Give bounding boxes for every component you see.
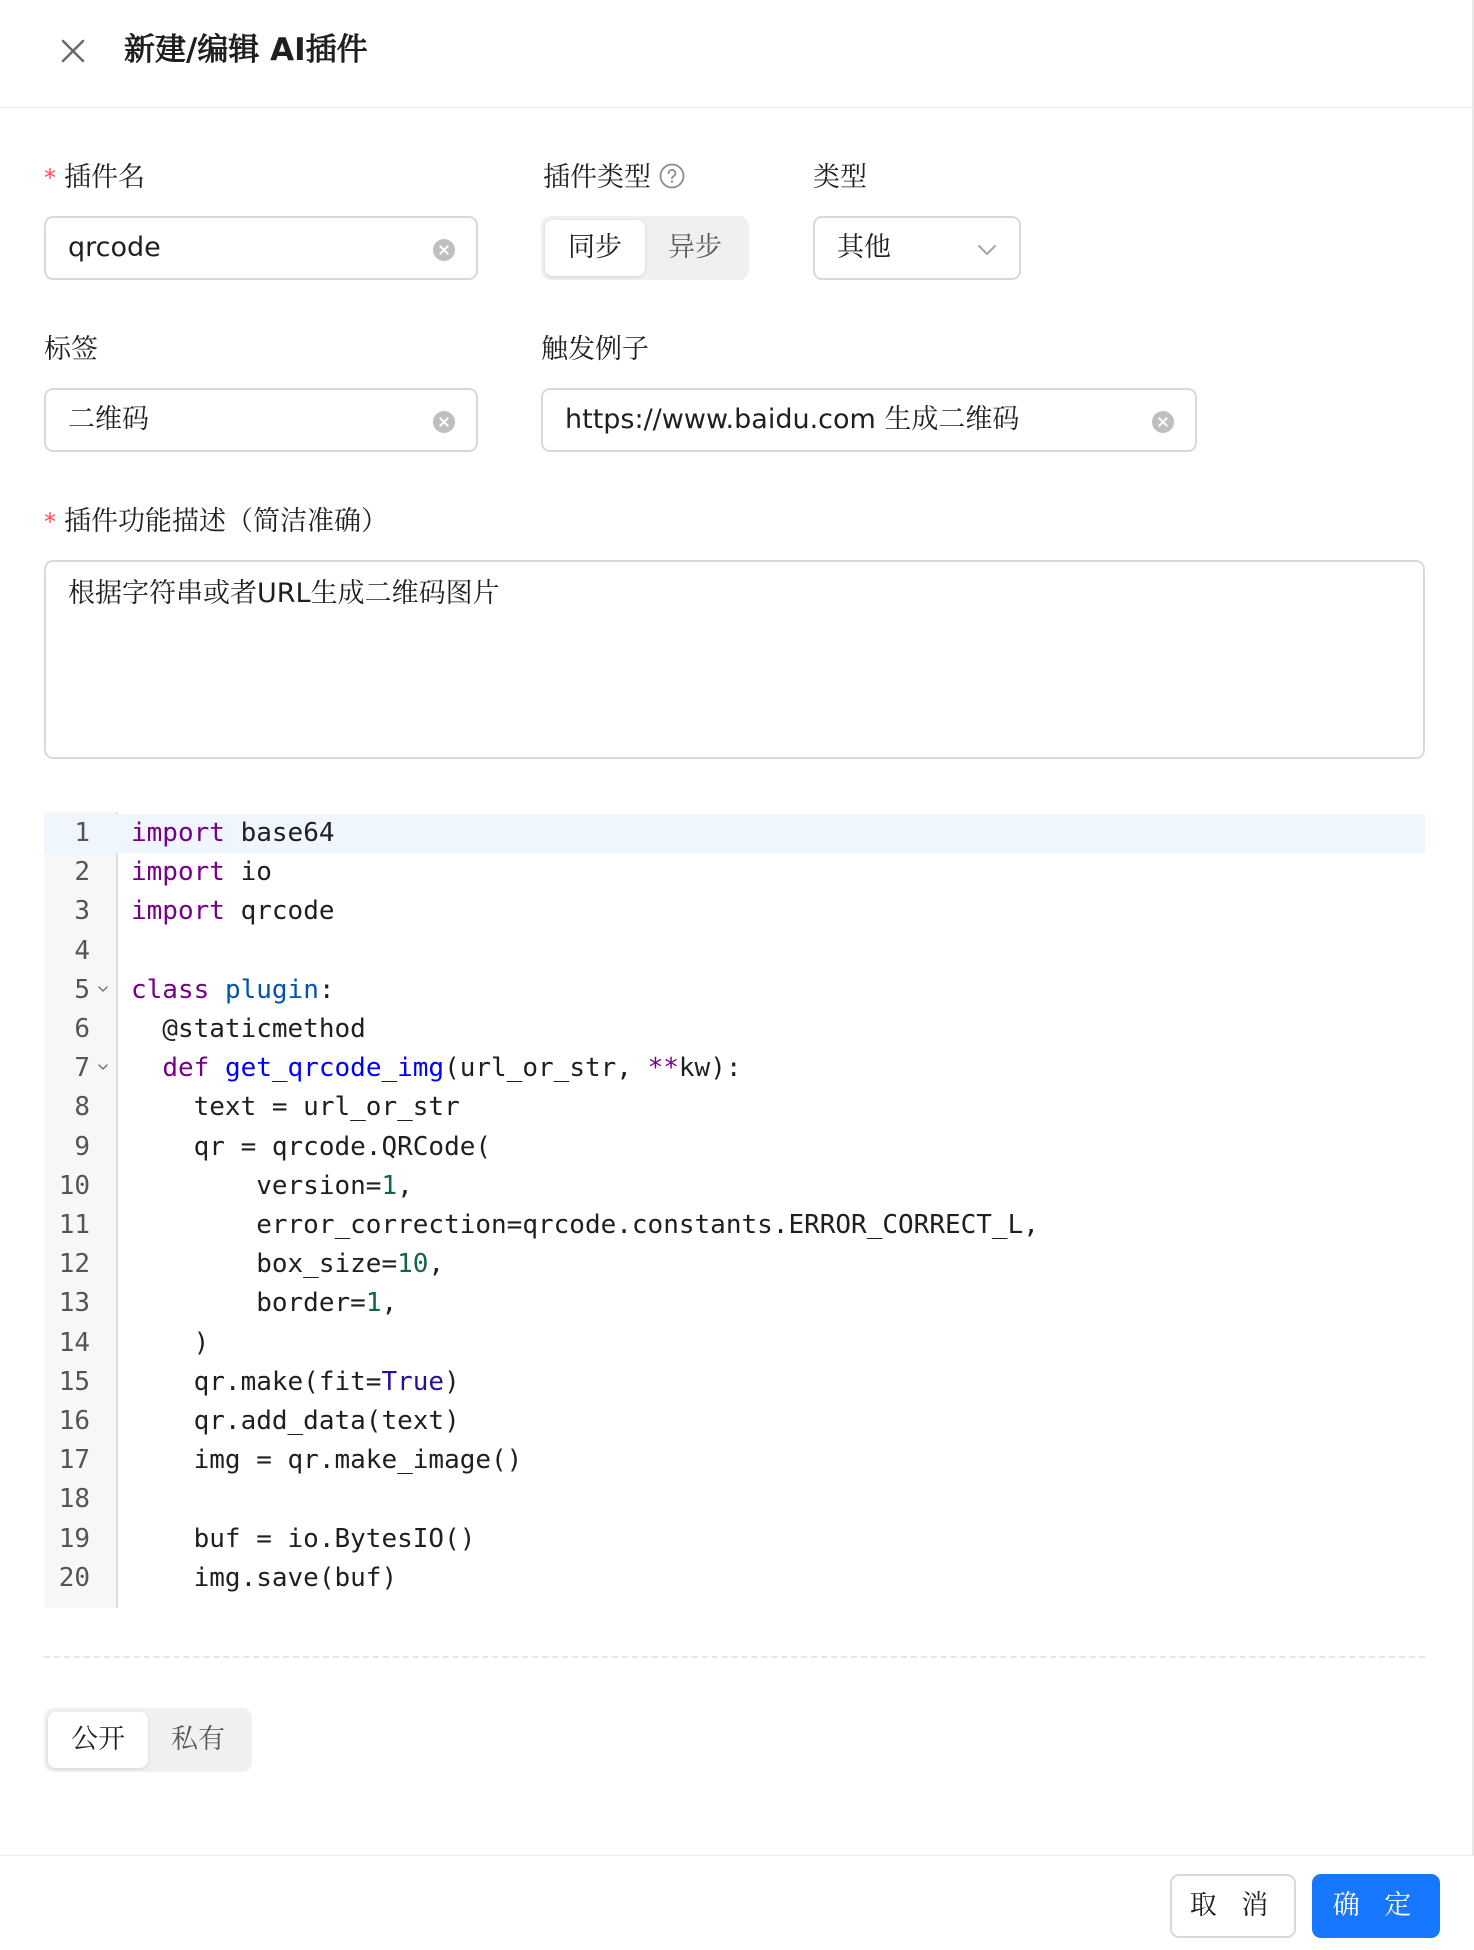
line-number: 8: [74, 1092, 90, 1123]
line-number: 1: [74, 818, 90, 848]
trigger-example-label: 触发例子: [541, 334, 649, 365]
plugin-name-value: qrcode: [68, 232, 161, 263]
visibility-public-option[interactable]: 公开: [48, 1712, 148, 1768]
code-text: qr = qrcode.QRCode(: [131, 1131, 492, 1162]
line-number: 10: [58, 1170, 90, 1201]
code-line[interactable]: [44, 1049, 1425, 1088]
line-number: 18: [58, 1484, 90, 1515]
line-number: 11: [58, 1210, 90, 1240]
plugin-type-label-text: 插件类型: [543, 162, 651, 193]
plugin-type-sync-option[interactable]: 同步: [545, 220, 645, 276]
code-text: img = qr.make_image(): [131, 1445, 523, 1476]
plugin-name-input[interactable]: [44, 216, 478, 280]
code-text: @staticmethod: [131, 1014, 366, 1044]
plugin-type-label: [543, 160, 685, 196]
code-editor[interactable]: [44, 812, 1425, 1608]
visibility-private-option[interactable]: 私有: [171, 1724, 225, 1755]
line-number: 6: [74, 1014, 90, 1044]
code-line[interactable]: [44, 892, 1425, 931]
plugin-name-label-text: 插件名: [64, 162, 145, 193]
code-line[interactable]: [44, 1128, 1425, 1167]
category-label: 类型: [813, 162, 867, 193]
tags-label: 标签: [44, 334, 98, 365]
line-number: 9: [74, 1131, 90, 1162]
chevron-down-icon: [975, 238, 999, 262]
code-line[interactable]: [44, 1206, 1425, 1245]
close-button[interactable]: [52, 30, 94, 72]
code-text: box_size=10,: [131, 1249, 445, 1280]
line-number: 16: [58, 1406, 90, 1436]
line-number: 7: [74, 1053, 90, 1084]
code-text: import base64: [131, 818, 335, 848]
question-circle-icon[interactable]: [659, 163, 685, 189]
drawer-header: [0, 0, 1474, 108]
line-number: 2: [74, 857, 90, 888]
line-number: 12: [58, 1249, 90, 1280]
code-line[interactable]: [44, 853, 1425, 892]
line-number: 5: [74, 974, 90, 1005]
code-line[interactable]: [44, 1402, 1425, 1441]
required-mark: *: [44, 164, 56, 192]
description-label-text: 插件功能描述（简洁准确）: [64, 506, 388, 537]
code-line[interactable]: [44, 932, 1425, 971]
code-text: img.save(buf): [131, 1562, 398, 1593]
code-line[interactable]: [44, 1245, 1425, 1284]
tags-value: 二维码: [68, 404, 149, 435]
code-text: buf = io.BytesIO(): [131, 1523, 476, 1554]
code-text: qr.make(fit=True): [131, 1366, 460, 1397]
cancel-button[interactable]: 取 消: [1170, 1874, 1296, 1938]
line-number: 3: [74, 896, 90, 927]
drawer-title: 新建/编辑 AI插件: [124, 32, 368, 68]
code-line[interactable]: [44, 1441, 1425, 1480]
code-line[interactable]: [44, 1480, 1425, 1519]
code-text: border=1,: [131, 1288, 398, 1319]
code-text: version=1,: [131, 1170, 413, 1201]
line-number: 15: [58, 1366, 90, 1397]
visibility-segmented: [44, 1708, 252, 1772]
code-text: class plugin:: [131, 974, 335, 1005]
fold-arrow-icon[interactable]: [95, 981, 111, 997]
code-line[interactable]: [44, 814, 1425, 853]
code-text: import io: [131, 857, 272, 888]
code-text: def get_qrcode_img(url_or_str, **kw):: [162, 1053, 742, 1084]
code-text: error_correction=qrcode.constants.ERROR_CORRECT_L,: [131, 1210, 1039, 1240]
plugin-name-label: [44, 160, 145, 196]
line-number: 19: [58, 1523, 90, 1554]
line-number: 17: [58, 1445, 90, 1476]
trigger-example-input[interactable]: [541, 388, 1197, 452]
line-number: 13: [58, 1288, 90, 1319]
code-line[interactable]: [44, 1284, 1425, 1323]
description-label: [44, 504, 388, 540]
code-line[interactable]: [44, 1520, 1425, 1559]
line-number: 4: [74, 935, 90, 966]
code-line[interactable]: [44, 1088, 1425, 1127]
code-line[interactable]: [44, 1324, 1425, 1363]
code-text: ): [131, 1327, 210, 1358]
description-value: 根据字符串或者URL生成二维码图片: [68, 578, 500, 609]
tags-input[interactable]: [44, 388, 478, 452]
line-number: 20: [58, 1562, 90, 1593]
category-value: 其他: [837, 232, 891, 263]
plugin-type-async-option[interactable]: 异步: [668, 232, 722, 263]
clear-icon[interactable]: [1151, 410, 1175, 434]
code-line[interactable]: [44, 1167, 1425, 1206]
code-text: import qrcode: [131, 896, 335, 927]
clear-icon[interactable]: [432, 410, 456, 434]
code-line[interactable]: [44, 1010, 1425, 1049]
fold-arrow-icon[interactable]: [95, 1059, 111, 1075]
plugin-type-segmented: [541, 216, 749, 280]
category-select[interactable]: [813, 216, 1021, 280]
line-number: 14: [58, 1327, 90, 1358]
code-text: text = url_or_str: [131, 1092, 460, 1123]
code-text: qr.add_data(text): [131, 1406, 460, 1436]
trigger-example-value: https://www.baidu.com 生成二维码: [565, 404, 1020, 435]
clear-icon[interactable]: [432, 238, 456, 262]
code-line[interactable]: [44, 1559, 1425, 1598]
drawer-footer: [0, 1855, 1474, 1950]
required-mark: *: [44, 508, 56, 536]
code-line[interactable]: [44, 971, 1425, 1010]
description-textarea[interactable]: [44, 560, 1425, 759]
close-icon: [52, 30, 94, 72]
code-line[interactable]: [44, 1363, 1425, 1402]
section-divider: [44, 1656, 1425, 1658]
confirm-button[interactable]: 确 定: [1312, 1874, 1440, 1938]
